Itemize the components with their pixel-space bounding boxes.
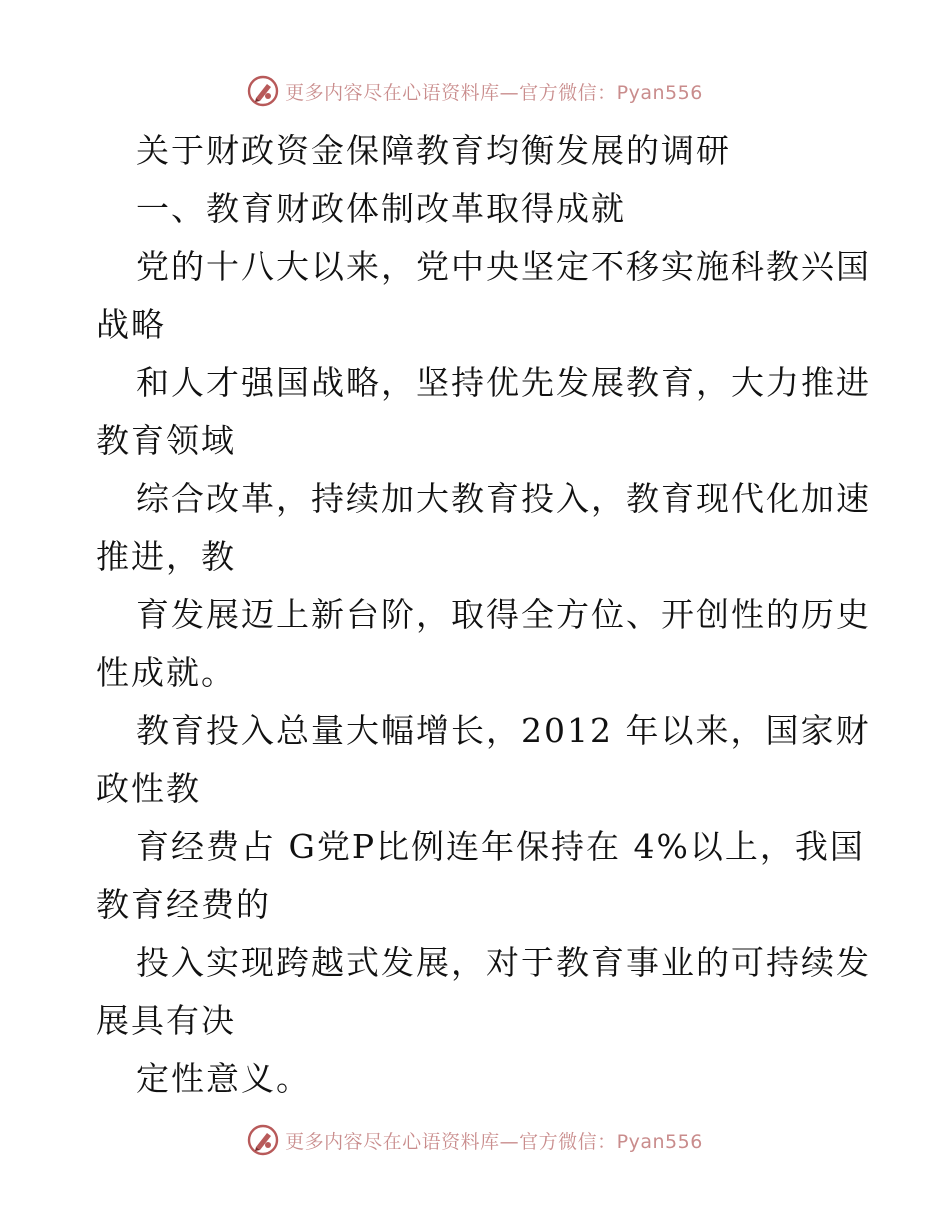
watermark-text: 更多内容尽在心语资料库—官方微信：Pyan556 (285, 1130, 703, 1153)
text-line: 性成就。 (96, 653, 236, 692)
text-line: 党的十八大以来，党中央坚定不移实施科教兴国 (136, 247, 871, 286)
text-line: 战略 (96, 305, 166, 344)
document-body (96, 122, 871, 1108)
text-line: 教育经费的 (96, 885, 271, 924)
watermark-text: 更多内容尽在心语资料库—官方微信：Pyan556 (285, 81, 703, 104)
text-line: 教育领域 (96, 421, 236, 460)
text-line: 推进，教 (96, 537, 236, 576)
watermark-footer (0, 1120, 950, 1160)
text-line: 展具有决 (96, 1001, 236, 1040)
text-line: 育经费占 G党P比例连年保持在 4%以上，我国 (136, 827, 865, 866)
text-line: 关于财政资金保障教育均衡发展的调研 (136, 131, 731, 170)
text-line: 教育投入总量大幅增长，2012 年以来，国家财 (136, 711, 871, 750)
pen-logo-icon (247, 1124, 279, 1156)
text-line: 综合改革，持续加大教育投入，教育现代化加速 (136, 479, 871, 518)
text-line: 和人才强国战略，坚持优先发展教育，大力推进 (136, 363, 871, 402)
text-line: 投入实现跨越式发展，对于教育事业的可持续发 (136, 943, 871, 982)
text-line: 一、教育财政体制改革取得成就 (136, 189, 626, 228)
watermark-header (0, 71, 950, 111)
text-line: 定性意义。 (136, 1059, 311, 1098)
text-line: 政性教 (96, 769, 201, 808)
text-line: 育发展迈上新台阶，取得全方位、开创性的历史 (136, 595, 871, 634)
pen-logo-icon (247, 75, 279, 107)
